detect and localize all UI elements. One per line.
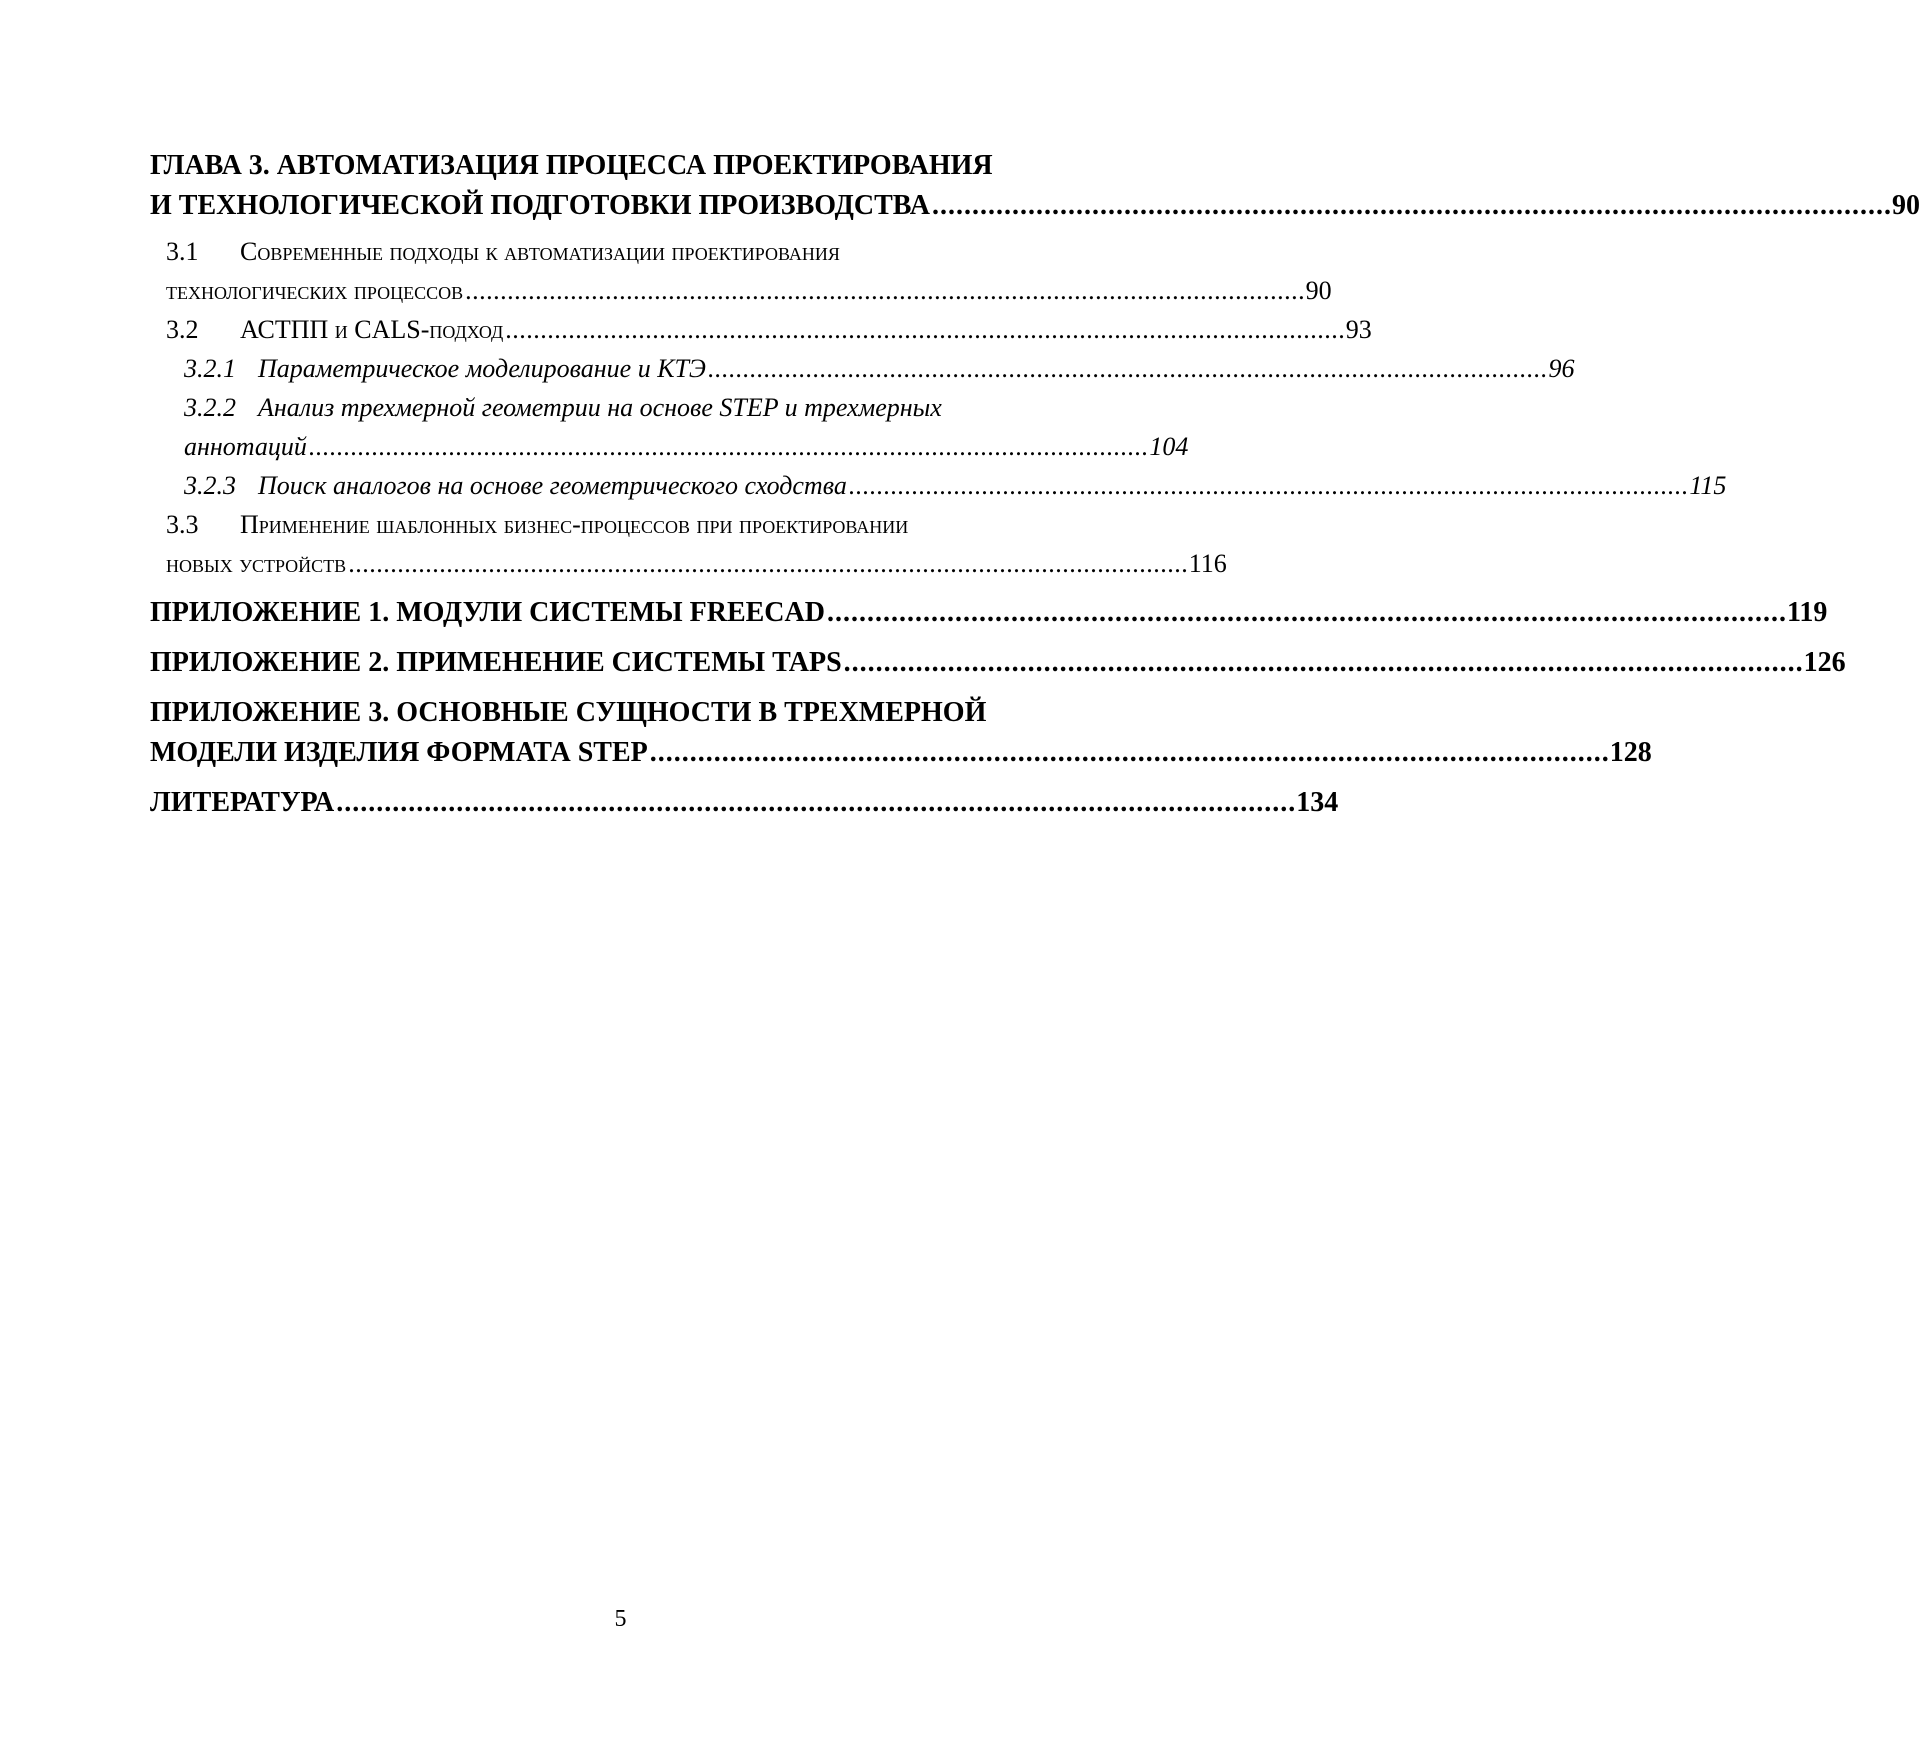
toc-page-number: 119 [1786,597,1828,628]
toc-section-text: CALS [354,315,421,344]
toc-section-3-1-line1 [150,232,1098,271]
toc-appendix-2[interactable] [150,643,1846,683]
toc-page-number: 104 [1149,432,1189,461]
dot-leader [650,733,1606,773]
toc-section-3-2[interactable] [150,310,1372,349]
toc-appendix-1[interactable] [150,593,1828,633]
dot-leader [849,466,1686,505]
toc-chapter3-title-line1 [150,146,1098,186]
dot-leader [348,544,1185,583]
dot-leader [505,310,1342,349]
toc-appendix-3-line1 [150,693,1098,733]
toc-page-number: 96 [1548,354,1575,383]
toc-page-number: 128 [1609,737,1652,768]
toc-page-number: 126 [1803,647,1846,678]
toc-section-text: Современные подходы к автоматизации проектирования [240,237,840,266]
toc-section-number: 3.2 [166,315,199,344]
toc-section-text: новых устройств [166,549,347,578]
toc-appendix-text: ПРИЛОЖЕНИЕ 2. ПРИМЕНЕНИЕ СИСТЕМЫ TAPS [150,647,842,678]
toc-page-number: 93 [1345,315,1372,344]
toc-subsection-text: Параметрическое моделирование и КТЭ [258,354,706,383]
toc-appendix-text: ПРИЛОЖЕНИЕ 1. МОДУЛИ СИСТЕМЫ FREECAD [150,597,825,628]
toc-page-number: 90 [1891,190,1920,221]
toc-page-number: 134 [1296,787,1339,818]
toc-section-text: -подход [420,315,504,344]
toc-page-number: 116 [1188,549,1227,578]
dot-leader [932,186,1888,226]
dot-leader [708,349,1545,388]
toc-page-number: 115 [1689,471,1727,500]
dot-leader [336,783,1292,823]
table-of-contents [150,146,1920,823]
toc-subsection-text: Поиск аналогов на основе геометрического сходства [258,471,847,500]
toc-subsection-text: Анализ трехмерной геометрии на основе STEP и трехмерных [258,393,942,422]
toc-section-text: и [328,315,355,344]
toc-section-3-3-line1 [150,505,1098,544]
dot-leader [309,427,1146,466]
toc-subsection-3-2-3[interactable] [150,466,1727,505]
toc-section-3-3-line2[interactable] [150,544,1227,583]
toc-literature-text: ЛИТЕРАТУРА [150,787,335,818]
page-number: 5 [614,1606,627,1632]
toc-section-number: 3.1 [166,237,199,266]
toc-appendix-text: МОДЕЛИ ИЗДЕЛИЯ ФОРМАТА STEP [150,737,648,768]
toc-section-number: 3.3 [166,510,199,539]
toc-subsection-3-2-1[interactable] [150,349,1575,388]
toc-subsection-number: 3.2.1 [184,354,236,383]
toc-subsection-3-2-2-line2[interactable] [150,427,1189,466]
toc-subsection-number: 3.2.3 [184,471,236,500]
dot-leader [465,271,1302,310]
toc-section-text: Применение шаблонных бизнес-процессов при проектировании [240,510,909,539]
toc-appendix-3-line2[interactable] [150,733,1652,773]
toc-chapter3-title-line2[interactable] [150,186,1920,226]
toc-section-text: АСТПП [240,315,329,344]
toc-appendix-text: ПРИЛОЖЕНИЕ 3. ОСНОВНЫЕ СУЩНОСТИ В ТРЕХМЕРНОЙ [150,697,987,728]
dot-leader [844,643,1800,683]
toc-subsection-text: аннотаций [184,432,307,461]
toc-section-3-1-line2[interactable] [150,271,1332,310]
dot-leader [827,593,1783,633]
toc-subsection-3-2-2-line1 [150,388,1098,427]
toc-section-text: технологических процессов [166,276,464,305]
toc-chapter3-text-line2: И ТЕХНОЛОГИЧЕСКОЙ ПОДГОТОВКИ ПРОИЗВОДСТВА [150,190,930,221]
toc-chapter3-text-line1: ГЛАВА 3. АВТОМАТИЗАЦИЯ ПРОЦЕССА ПРОЕКТИРОВАНИЯ [150,150,993,181]
toc-subsection-number: 3.2.2 [184,393,236,422]
toc-literature[interactable] [150,783,1339,823]
toc-page-number: 90 [1305,276,1332,305]
